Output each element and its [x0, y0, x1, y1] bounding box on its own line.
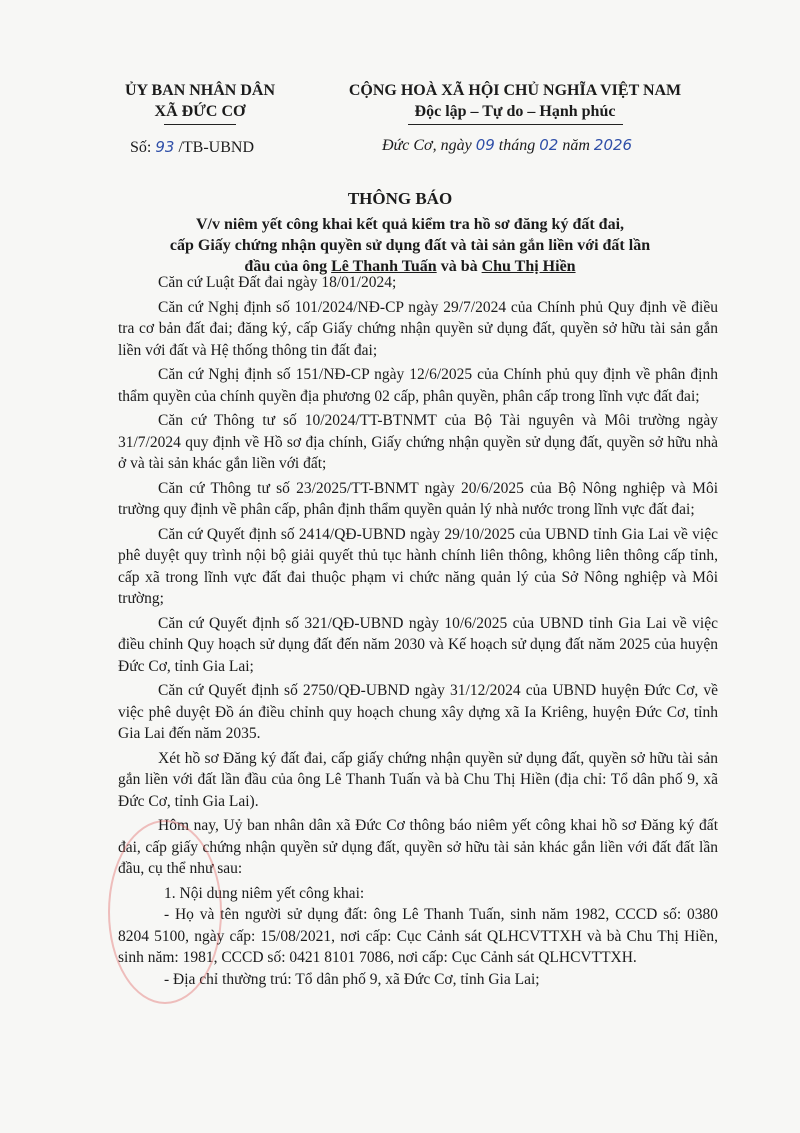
document-subject [140, 214, 680, 277]
agency-line-2: XÃ ĐỨC CƠ [154, 103, 246, 120]
faded-stamp-mark [108, 820, 222, 1004]
nation-line-1: CỘNG HOÀ XÃ HỘI CHỦ NGHĨA VIỆT NAM [348, 82, 682, 99]
number-prefix: Số: [130, 139, 152, 156]
subject-line-2: cấp Giấy chứng nhận quyền sử dụng đất và tài sản gắn liền với đất lần [169, 237, 651, 254]
subject-name-2: Chu Thị Hiền [481, 258, 576, 275]
national-header [310, 80, 720, 125]
date-year: 2026 [593, 136, 633, 154]
paragraph: Hôm nay, Uỷ ban nhân dân xã Đức Cơ thông báo niêm yết công khai hồ sơ Đăng ký đất đai, cấp giấy chứng nhận quyền sử dụng đất, quyền sở hữu tài sản khác gắn liền với đất đất lần đầu, cụ thể như sau: [118, 817, 718, 877]
paragraph: Xét hồ sơ Đăng ký đất đai, cấp giấy chứng nhận quyền sử dụng đất, quyền sở hữu tài sản gắn liền với đất lần đầu của ông Lê Thanh Tuấn và bà Chu Thị Hiền (địa chỉ: Tổ dân phố 9, xã Đức Cơ, tỉnh Gia Lai). [118, 749, 718, 810]
list-item: - Họ và tên người sử dụng đất: ông Lê Thanh Tuấn, sinh năm 1982, CCCD số: 0380 8204 5100, ngày cấp: 15/08/2021, nơi cấp: Cục Cảnh sát QLHCVTTXH và bà Chu Thị Hiền, sinh năm: 1981, CCCD số: 0421 8101 7086, nơi cấp: Cục Cảnh sát QLHCVTTXH. [118, 906, 718, 966]
paragraph: Căn cứ Nghị định số 101/2024/NĐ-CP ngày 29/7/2024 của Chính phủ Quy định về điều tra cơ bản đất đai; đăng ký, cấp Giấy chứng nhận quyền sử dụng đất, quyền sở hữu tài sản gắn liền với đất và Hệ thống thông tin đất đai; [118, 298, 718, 359]
agency-line-1: ỦY BAN NHÂN DÂN [124, 82, 276, 99]
paragraph: Căn cứ Quyết định số 2750/QĐ-UBND ngày 31/12/2024 của UBND huyện Đức Cơ, về việc phê duyệt Đồ án điều chỉnh quy hoạch chung xây dựng xã Ia Kriêng, huyện Đức Cơ, tỉnh Gia Lai đến năm 2035. [118, 682, 718, 742]
agency-header [100, 80, 300, 125]
subject-name-1: Lê Thanh Tuấn [331, 258, 437, 275]
list-item: - Địa chỉ thường trú: Tổ dân phố 9, xã Đức Cơ, tỉnh Gia Lai; [164, 970, 540, 988]
number-handwritten: 93 [155, 138, 175, 156]
motto-underline [408, 124, 623, 125]
paragraph: Căn cứ Quyết định số 321/QĐ-UBND ngày 10/6/2025 của UBND tỉnh Gia Lai về việc điều chỉnh Quy hoạch sử dụng đất đến năm 2030 và Kế hoạch sử dụng đất năm 2025 của huyện Đức Cơ, tỉnh Gia Lai; [118, 614, 718, 675]
paragraph: Căn cứ Quyết định số 2414/QĐ-UBND ngày 29/10/2025 của UBND tỉnh Gia Lai về việc phê duyệt quy trình nội bộ giải quyết thủ tục hành chính liên thông, không liên thông cấp tỉnh, cấp xã trong lĩnh vực đất đai thuộc phạm vi chức năng quản lý của Sở Nông nghiệp và Môi trường; [118, 525, 718, 607]
subject-and: và bà [440, 258, 478, 275]
nation-line-2: Độc lập – Tự do – Hạnh phúc [414, 103, 616, 120]
document-number [130, 138, 254, 157]
date-month: 02 [539, 136, 559, 154]
date-place: Đức Cơ, ngày [382, 137, 472, 154]
number-suffix: /TB-UBND [178, 139, 254, 156]
document-date [382, 136, 632, 155]
date-month-label: tháng [498, 137, 536, 154]
paragraph: Căn cứ Thông tư số 23/2025/TT-BNMT ngày 20/6/2025 của Bộ Nông nghiệp và Môi trường quy định về phân cấp, phân định thẩm quyền quản lý nhà nước trong lĩnh vực đất đai; [118, 479, 718, 518]
date-year-label: năm [562, 137, 590, 154]
subject-line-3-prefix: đầu của ông [244, 258, 328, 275]
paragraph: Căn cứ Luật Đất đai ngày 18/01/2024; [158, 274, 397, 291]
paragraph: Căn cứ Thông tư số 10/2024/TT-BTNMT của Bộ Tài nguyên và Môi trường ngày 31/7/2024 quy định về Hồ sơ địa chính, Giấy chứng nhận quyền sử dụng đất, quyền sở hữu nhà ở và tài sản khác gắn liền với đất; [118, 412, 718, 472]
agency-underline [164, 124, 236, 125]
list-item: 1. Nội dung niêm yết công khai: [164, 884, 365, 902]
date-day: 09 [475, 136, 495, 154]
paragraph: Căn cứ Nghị định số 151/NĐ-CP ngày 12/6/2025 của Chính phủ quy định về phân định thẩm quyền của chính quyền địa phương 02 cấp, phân quyền, phân cấp trong lĩnh vực đất đai; [118, 366, 718, 405]
subject-line-1: V/v niêm yết công khai kết quả kiểm tra hồ sơ đăng ký đất đai, [195, 216, 625, 233]
document-title: THÔNG BÁO [347, 189, 453, 208]
